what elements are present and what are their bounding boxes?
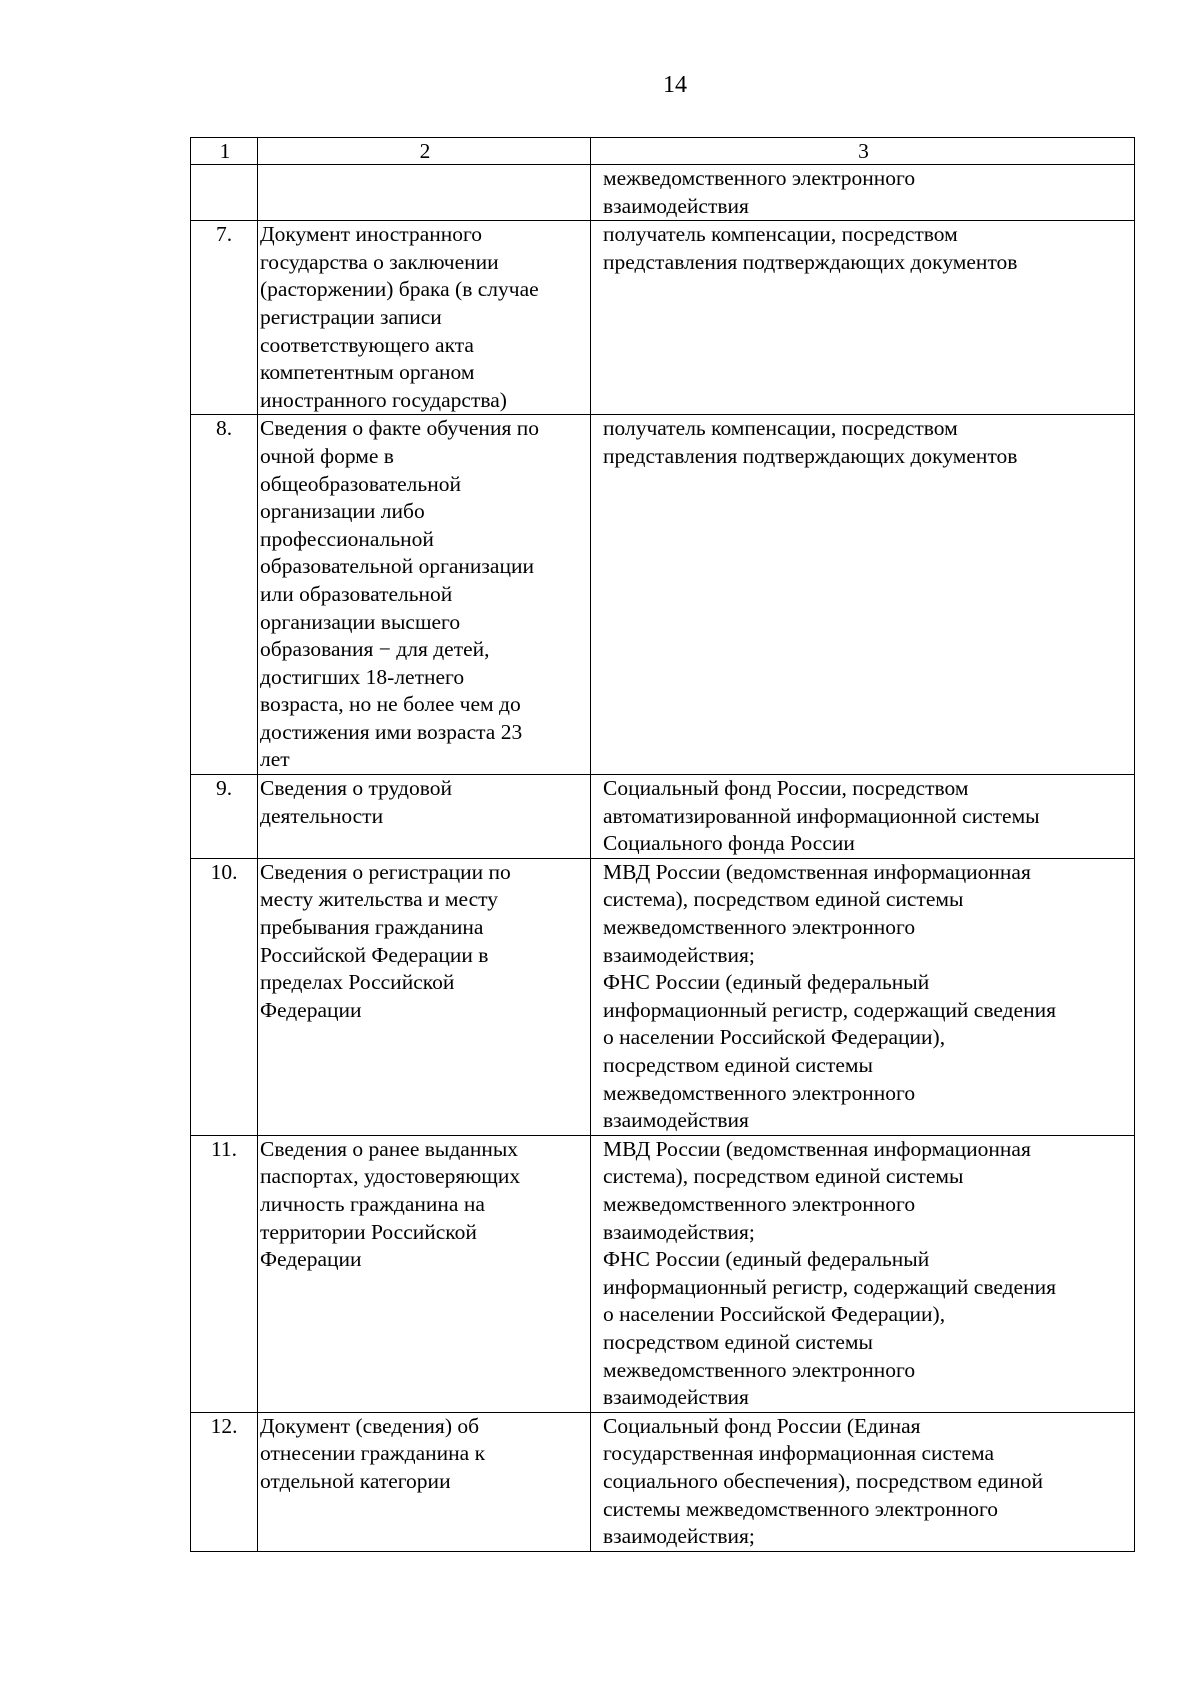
table-row [191, 1412, 1135, 1551]
table-row [191, 415, 1135, 775]
document-source: МВД России (ведомственная информационная система), посредством единой системы межведомственного электронного взаимодействия; ФНС России (единый федеральный информационный регистр, содержащий сведения о населении Российской Федерации), посредством единой системы межведомственного электронного взаимодействия [591, 858, 1135, 1135]
row-number [191, 165, 258, 221]
row-number: 8. [191, 415, 258, 775]
document-name: Сведения о факте обучения по очной форме в общеобразовательной организации либо профессиональной образовательной организации или образовательной организации высшего образования − для детей, достигших 18-летнего возраста, но не более чем до достижения ими возраста 23 лет [258, 415, 591, 775]
document-source: МВД России (ведомственная информационная система), посредством единой системы межведомственного электронного взаимодействия; ФНС России (единый федеральный информационный регистр, содержащий сведения о населении Российской Федерации), посредством единой системы межведомственного электронного взаимодействия [591, 1135, 1135, 1412]
page-number: 14 [663, 72, 687, 98]
documents-table [190, 137, 1135, 1552]
document-source: Социальный фонд России (Единая государственная информационная система социального обеспечения), посредством единой системы межведомственного электронного взаимодействия; [591, 1412, 1135, 1551]
row-number: 12. [191, 1412, 258, 1551]
document-source: получатель компенсации, посредством представления подтверждающих документов [591, 221, 1135, 415]
column-header-1: 1 [191, 138, 258, 165]
document-source: Социальный фонд России, посредством автоматизированной информационной системы Социального фонда России [591, 775, 1135, 859]
document-name: Сведения о регистрации по месту жительства и месту пребывания гражданина Российской Федерации в пределах Российской Федерации [258, 858, 591, 1135]
row-number: 9. [191, 775, 258, 859]
column-header-3: 3 [591, 138, 1135, 165]
column-header-2: 2 [258, 138, 591, 165]
row-number: 7. [191, 221, 258, 415]
table-row [191, 858, 1135, 1135]
row-number: 11. [191, 1135, 258, 1412]
document-name: Сведения о трудовой деятельности [258, 775, 591, 859]
document-name: Документ иностранного государства о заключении (расторжении) брака (в случае регистрации записи соответствующего акта компетентным органом иностранного государства) [258, 221, 591, 415]
table-row [191, 165, 1135, 221]
document-name: Сведения о ранее выданных паспортах, удостоверяющих личность гражданина на территории Российской Федерации [258, 1135, 591, 1412]
table-row [191, 221, 1135, 415]
document-source: получатель компенсации, посредством представления подтверждающих документов [591, 415, 1135, 775]
table-row [191, 1135, 1135, 1412]
table-row [191, 775, 1135, 859]
document-name [258, 165, 591, 221]
row-number: 10. [191, 858, 258, 1135]
document-source: межведомственного электронного взаимодействия [591, 165, 1135, 221]
table-header-row [191, 138, 1135, 165]
document-name: Документ (сведения) об отнесении гражданина к отдельной категории [258, 1412, 591, 1551]
